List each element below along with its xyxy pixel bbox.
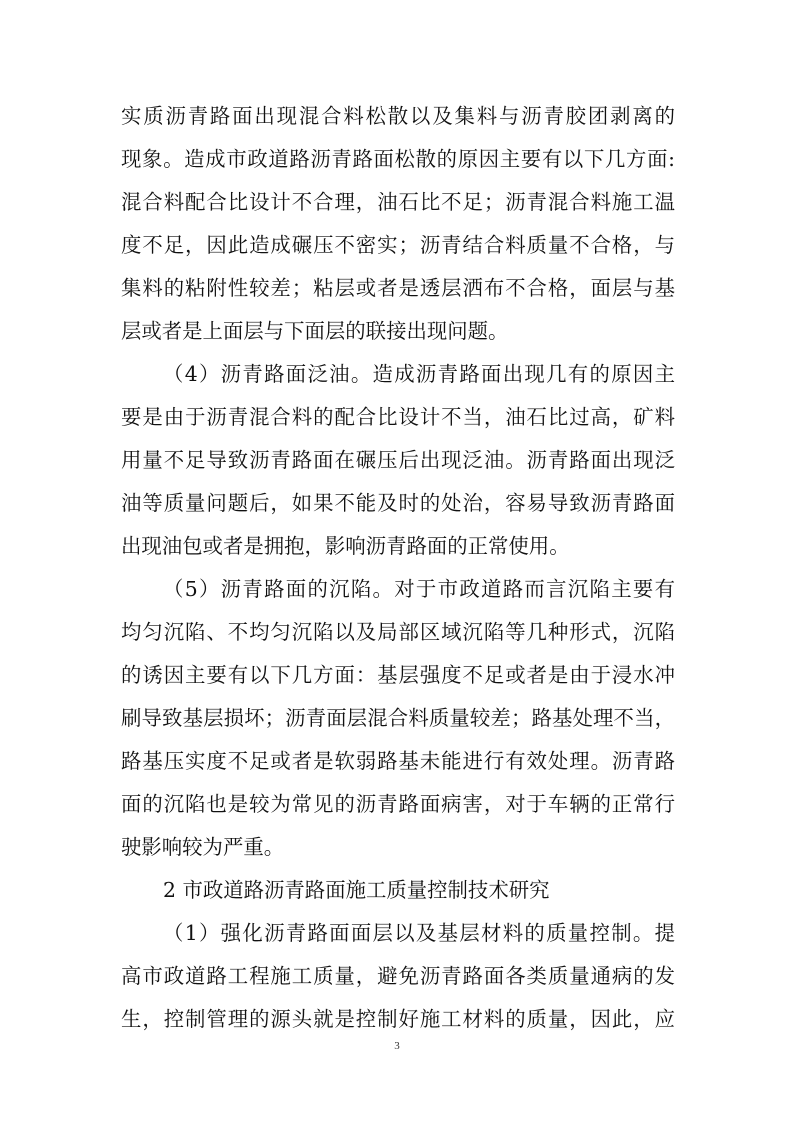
text-line-11: 出现油包或者是拥抱，影响沥青路面的正常使用。 bbox=[121, 534, 570, 558]
text-line-16: 路基压实度不足或者是软弱路基未能进行有效处理。沥青路 bbox=[121, 749, 675, 773]
text-line-14: 的诱因主要有以下几方面：基层强度不足或者是由于浸水冲 bbox=[121, 663, 675, 687]
text-line-7: （4）沥青路面泛油。造成沥青路面出现几有的原因主 bbox=[163, 362, 675, 386]
text-line-6: 层或者是上面层与下面层的联接出现问题。 bbox=[121, 319, 509, 343]
text-line-5: 集料的粘附性较差；粘层或者是透层洒布不合格，面层与基 bbox=[121, 276, 675, 300]
text-line-10: 油等质量问题后，如果不能及时的处治，容易导致沥青路面 bbox=[121, 491, 675, 515]
text-line-22: 生，控制管理的源头就是控制好施工材料的质量，因此，应 bbox=[121, 1007, 675, 1031]
text-line-20: （1）强化沥青路面面层以及基层材料的质量控制。提 bbox=[163, 921, 675, 945]
text-line-1: 实质沥青路面出现混合料松散以及集料与沥青胶团剥离的 bbox=[121, 104, 675, 128]
text-line-17: 面的沉陷也是较为常见的沥青路面病害，对于车辆的正常行 bbox=[121, 792, 675, 816]
text-line-15: 刷导致基层损坏；沥青面层混合料质量较差；路基处理不当， bbox=[121, 706, 675, 730]
text-line-9: 用量不足导致沥青路面在碾压后出现泛油。沥青路面出现泛 bbox=[121, 448, 675, 472]
text-line-3: 混合料配合比设计不合理，油石比不足；沥青混合料施工温 bbox=[121, 190, 675, 214]
text-line-4: 度不足，因此造成碾压不密实；沥青结合料质量不合格，与 bbox=[121, 233, 675, 257]
text-line-18: 驶影响较为严重。 bbox=[121, 835, 285, 859]
page-number: 3 bbox=[394, 1040, 400, 1052]
text-line-8: 要是由于沥青混合料的配合比设计不当，油石比过高，矿料 bbox=[121, 405, 675, 429]
text-line-2: 现象。造成市政道路沥青路面松散的原因主要有以下几方面: bbox=[121, 147, 675, 171]
text-line-21: 高市政道路工程施工质量，避免沥青路面各类质量通病的发 bbox=[121, 964, 675, 988]
text-line-13: 均匀沉陷、不均匀沉陷以及局部区域沉陷等几种形式，沉陷 bbox=[121, 620, 675, 644]
text-line-12: （5）沥青路面的沉陷。对于市政道路而言沉陷主要有 bbox=[163, 577, 675, 601]
section-heading: 2 市政道路沥青路面施工质量控制技术研究 bbox=[163, 878, 550, 902]
